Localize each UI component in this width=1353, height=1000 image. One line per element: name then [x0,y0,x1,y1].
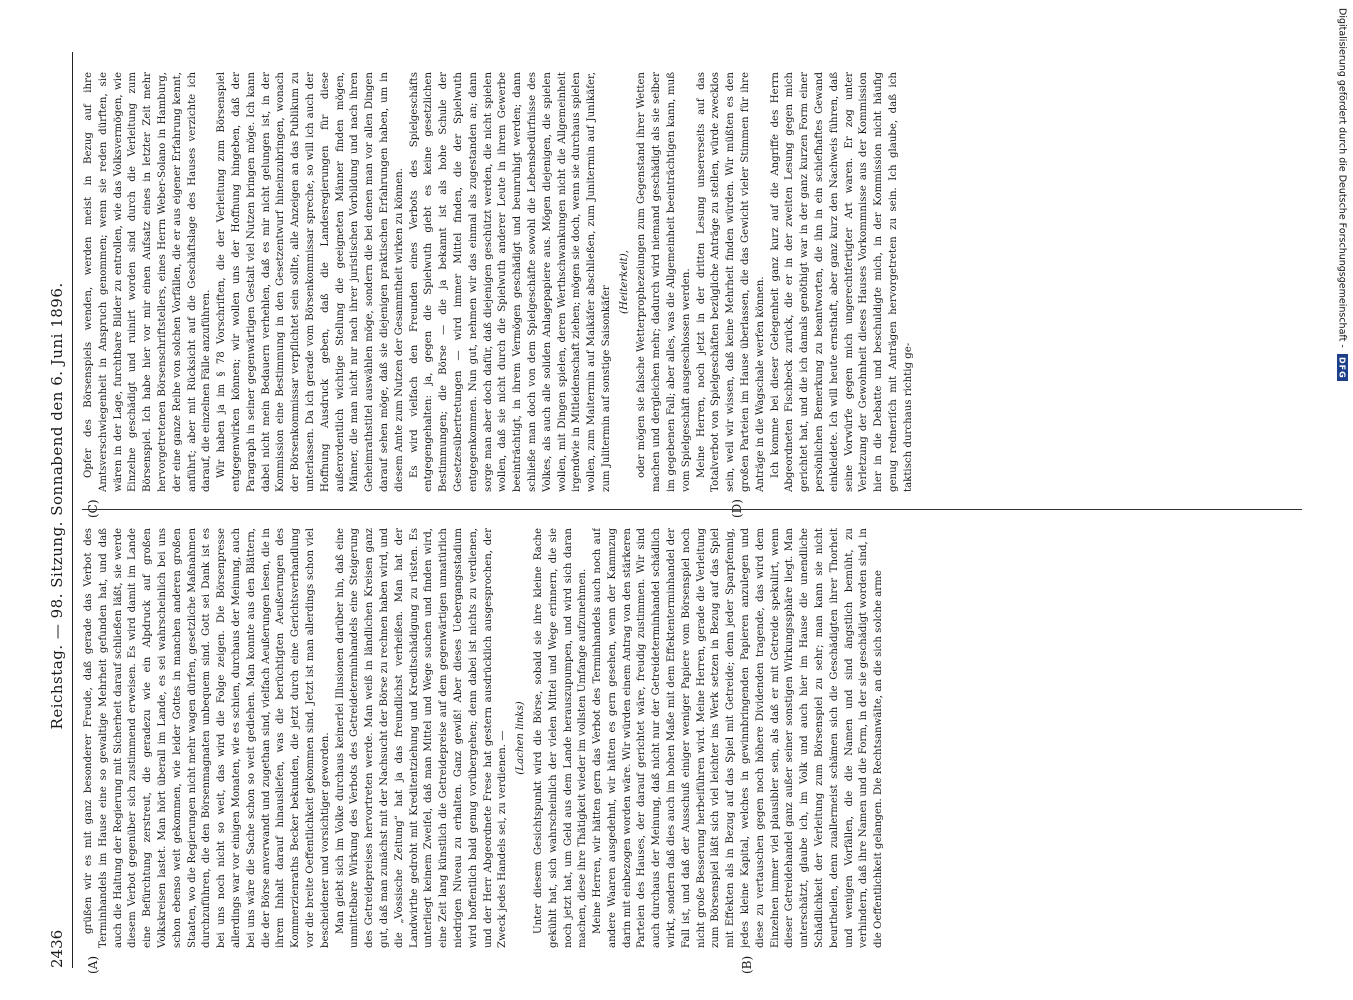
margin-marker-c: (C) [86,499,100,518]
margin-marker-a: (A) [86,955,100,974]
paragraph: oder mögen sie falsche Wetterprophezeiungen zum Gegenstand ihrer Wetten machen und dergleichen mehr; dadurch wird niemand geschädigt als sie selber im gegebenen Fall; aber alles, was die Allgemeinheit beeinträchtigen kann, muß vom Spielgeschäft ausgeschlossen werden. [636,72,692,492]
paragraph: Meine Herren, wir hätten gern das Verbot des Terminhandels auch noch auf andere Waaren ausgedehnt, wir hätten es gern gesehen, wenn der Kammzug darin mit einbezogen worden wäre. Wir würden einem Antrag von den stärkeren Parteien des Hauses, der darauf gerichtet wäre, freudig zustimmen. Wir sind auch durchaus der Meinung, daß nicht nur der Getreideterminhandel schädlich wirkt, sondern daß dies auch im hohen Maße mit dem Effektenterminhandel der Fall ist, und daß der Ausschuß einiger weniger Papiere vom Börsenspiel noch nicht große Besserung herbeiführen wird. Meine Herren, gerade die Verleitung zum Börsenspiel läßt sich viel leichter ins Werk setzen in Bezug auf das Spiel mit Effekten als in Bezug auf das Spiel mit Getreide; denn jeder Sparpfennig, jedes kleine Kapital, welches in gewinnbringenden Papieren anzulegen und diese zu vertauschen gegen noch höhere Dividenden tragende, das wird dem Einzelnen immer viel plausibler sein, als daß er mit Getreide spekulirt, wenn dieser Getreidehandel ganz außer seiner sonstigen Wirkungssphäre liegt. Man unterschätzt, glaube ich, im Volk und auch hier im Hause die unendliche Schädlichkeit der Verleitung zum Börsenspiel zu sehr; man kann sie nicht beurtheilen, denn zuallermeist schämen sich die Geschädigten ihrer Thorheit und wenigen Vorfällen, die die Namen und sind ängstlich bemüht, zu verhindern, daß ihre Namen und die Form, in der sie geschädigt worden sind, in die Oeffentlichkeit gelangen. Die Rechtsanwälte, an die sich solche arme [592,528,885,948]
margin-marker-d: (D) [730,499,744,518]
document-page [40,40,1320,980]
left-column [82,528,1307,948]
credit-text: Digitalisierung gefördert durch die Deutsche Forschungsgemeinschaft - [1336,8,1348,348]
column-divider [82,509,1302,510]
paragraph: Opfer des Börsenspiels wenden, werden meist in Bezug auf ihre Amtsverschwiegenheit in Anspruch genommen; wenn sie reden dürften, sie wären in der Lage, furchtbare Bilder zu entrollen, wie das Volksvermögen, wie Einzelne geschädigt und ruinirt worden sind durch die Verleitung zum Börsenspiel. Ich habe hier vor mir einen Aufsatz eines in letzter Zeit mehr hervorgetretenen Börsenschriftstellers, eines Herrn Weber-Solano in Hamburg, der eine ganze Reihe von solchen Vorfällen, die er aus eigener Erfahrung kennt, anführt; aber mit Rücksicht auf die Geschäftslage des Hauses verzichte ich darauf, die einzelnen Fälle anzuführen. [83,72,213,492]
paragraph: Wir haben ja im § 78 Vorschriften, die der Verleitung zum Börsenspiel entgegenwirken können; wir wollen uns der Hoffnung hingeben, daß der Paragraph in seiner gegenwärtigen Gestalt viel Nutzen bringen möge. Ich kann dabei nicht mein Bedauern verhehlen, daß es mir nicht gelungen ist, in der Kommission eine Bestimmung in den Gesetzentwurf hineinzubringen, wonach der Börsenkommissar verpflichtet sein sollte, alle Anzeigen an das Publikum zu unterlassen. Da ich gerade vom Börsenkommissar spreche, so will ich auch der Hoffnung Ausdruck geben, daß die Landesregierungen für diese außerordentlich wichtige Stellung die geeigneten Männer finden mögen, Männer, die man nicht nur nach ihrer juristischen Vorbildung und nach ihren Geheimrathstitel auswählen möge, sondern die bei denen man vor allen Dingen darauf sehen möge, daß sie diejenigen praktischen Erfahrungen haben, um in diesem Amte zum Nutzen der Gesammtheit wirken zu können. [216,72,405,492]
page-number: 2436 [48,929,66,968]
paragraph: Es wird vielfach den Freunden eines Verbots des Spielgeschäfts entgegengehalten: ja, gegen die Spielwuth giebt es keine gesetzlichen Bestimmungen; die Börse — die ja bekannt ist als hohe Schule der Gesetzesübertretungen — wird immer Mittel finden, die der Spielwuth entgegenkommen. Nun gut, nehmen wir das einmal als zugestanden an; dann sorge man aber doch dafür, daß diejenigen geschützt werden, die nicht spielen wollen, daß sie nicht durch die Spielwuth anderer Leute in ihrem Gewerbe beeinträchtigt, in ihrem Vermögen geschädigt und beunruhigt werden; dann schließe man doch von dem Spielgeschäfte sowohl die Lebensbedürfnisse des Volkes, als auch alle soliden Anlagepapiere aus. Mögen diejenigen, die spielen wollen, mit Dingen spielen, deren Werthschwankungen nicht die Allgemeinheit irgendwie in Mitleidenschaft ziehen; mögen sie doch, wenn sie durchaus spielen wollen, zum Maitermin auf Maikäfer abschließen, zum Junitermin auf Junikäfer, zum Julitermin auf sonstige Saisonkäfer [408,72,612,492]
paragraph: Unter diesem Gesichtspunkt wird die Börse, sobald sie ihre kleine Rache gekühlt hat, sich wahrscheinlich der vielen Mittel und Wege erinnern, die sie noch jetzt hat, um Geld aus dem Lande herauszupumpen, und wird sich daran machen, diese ihre Thätigkeit wieder im vollsten Umfange aufzunehmen. [532,528,589,948]
paragraph: (Lachen links) [515,701,527,775]
paragraph: Meine Herren, noch jetzt in der dritten Lesung unsererseits auf das Totalverbot von Spielgeschäften bezügliche Anträge zu stellen, würde zwecklos sein, weil wir wissen, daß keine Mehrheit finden würden. Wir müßten es den großen Parteien im Hause überlassen, die das Gewicht vieler Stimmen für ihre Anträge in die Wagschale werfen können. [695,72,766,492]
header-rule [72,52,73,968]
right-column [82,72,1307,492]
paragraph: grüßen wir es mit ganz besonderer Freude, daß gerade das Verbot des Terminhandels im Hause eine so gewaltige Mehrheit gefunden hat, und daß auch die Haltung der Regierung mit Sicherheit darauf schließen läßt, sie werde diesem Verbot gegenüber sich zustimmend erweisen. Es wird damit im Lande eine Befürchtung zerstreut, die geradezu wie ein Alpdruck auf großen Volkskreisen lastet. Man hört überall im Lande, es sei wahrscheinlich bei uns schon ebenso weit gekommen, wie leider Gottes in manchen anderen großen Staaten, wo die Regierungen nicht mehr wagen dürfen, gesetzliche Maßnahmen durchzuführen, die den Börsenmagnaten unbequem sind. Gott sei Dank ist es bei uns noch nicht so weit, das wird die Folge zeigen. Die Börsenpresse allerdings war vor einigen Monaten, wie es schien, durchaus der Meinung, auch bei uns wäre die Sache schon so weit gediehen. Man konnte aus den Blättern, die der Börse anverwandt und zugethan sind, vielfach Aeußerungen lesen, die in ihrem Inhalt darauf hinausliefen, was die berüchtigten Aeußerungen des Kommerzienraths Becker bekunden, die jetzt durch eine Gerichtsverhandlung vor die breite Oeffentlichkeit gekommen sind. Jetzt ist man allerdings schon viel bescheidener und vorsichtiger geworden. [83,528,331,948]
running-head: Reichstag. — 98. Sitzung. Sonnabend den 6. Juni 1896. [48,282,66,730]
paragraph: Man giebt sich im Volke durchaus keinerlei Illusionen darüber hin, daß eine unmittelbare Wirkung des Verbots des Getreideterminhandels eine Steigerung des Getreidepreises hervortreten werde. Man weiß in ländlichen Kreisen ganz gut, daß man zunächst mit der Nachsucht der Börse zu rechnen haben wird, und die „Vossische Zeitung“ hat ja das freundlichst verheißen. Man hat der Landwirthe gedroht mit Kreditentziehung und Kreditschädigung zu rüsten. Es unterliegt keinem Zweifel, daß man Mittel und Wege suchen und finden wird, eine Zeit lang künstlich die Getreidepreise auf dem gegenwärtigen unnatürlich niedrigen Niveau zu erhalten. Ganz gewiß! Aber dieses Uebergangsstadium wird hoffentlich bald genug vorübergehen; denn dabei ist nichts zu verdienen, und der Herr Abgeordnete Frese hat gestern ausdrücklich ausgesprochen, der Zweck jedes Handels sei, zu verdienen. — [334,528,509,948]
margin-marker-b: (B) [740,955,754,974]
dfg-logo: DFG [1337,354,1348,382]
paragraph: Ich komme bei dieser Gelegenheit ganz kurz auf die Angriffe des Herrn Abgeordneten Fischbeck zurück, die er in der zweiten Lesung gegen mich gerichtet hat, und die ich damals genöthigt war in der ganz kurzen Form einer persönlichen Bemerkung zu beantworten, die ihn in ein schiefhaftes Gewand einkleidete. Ich will heute ernsthaft, aber ganz kurz den Nachweis führen, daß seine Vorwürfe gegen mich ungerechtfertigter Art waren. Er zog unter Verletzung der Gewohnheit dieses Hauses Vorkommnisse aus der Kommission hier in die Debatte und beschuldigte mich, in der Kommission nicht häufig genug redneriſch mit Anträgen hervorgetreten zu sein. Ich glaube, daß ich taktisch durchaus richtig ge- [769,72,914,492]
paragraph: (Heiterkeit), [618,250,630,314]
digitization-credit [1335,8,1349,988]
page-header [44,52,70,968]
